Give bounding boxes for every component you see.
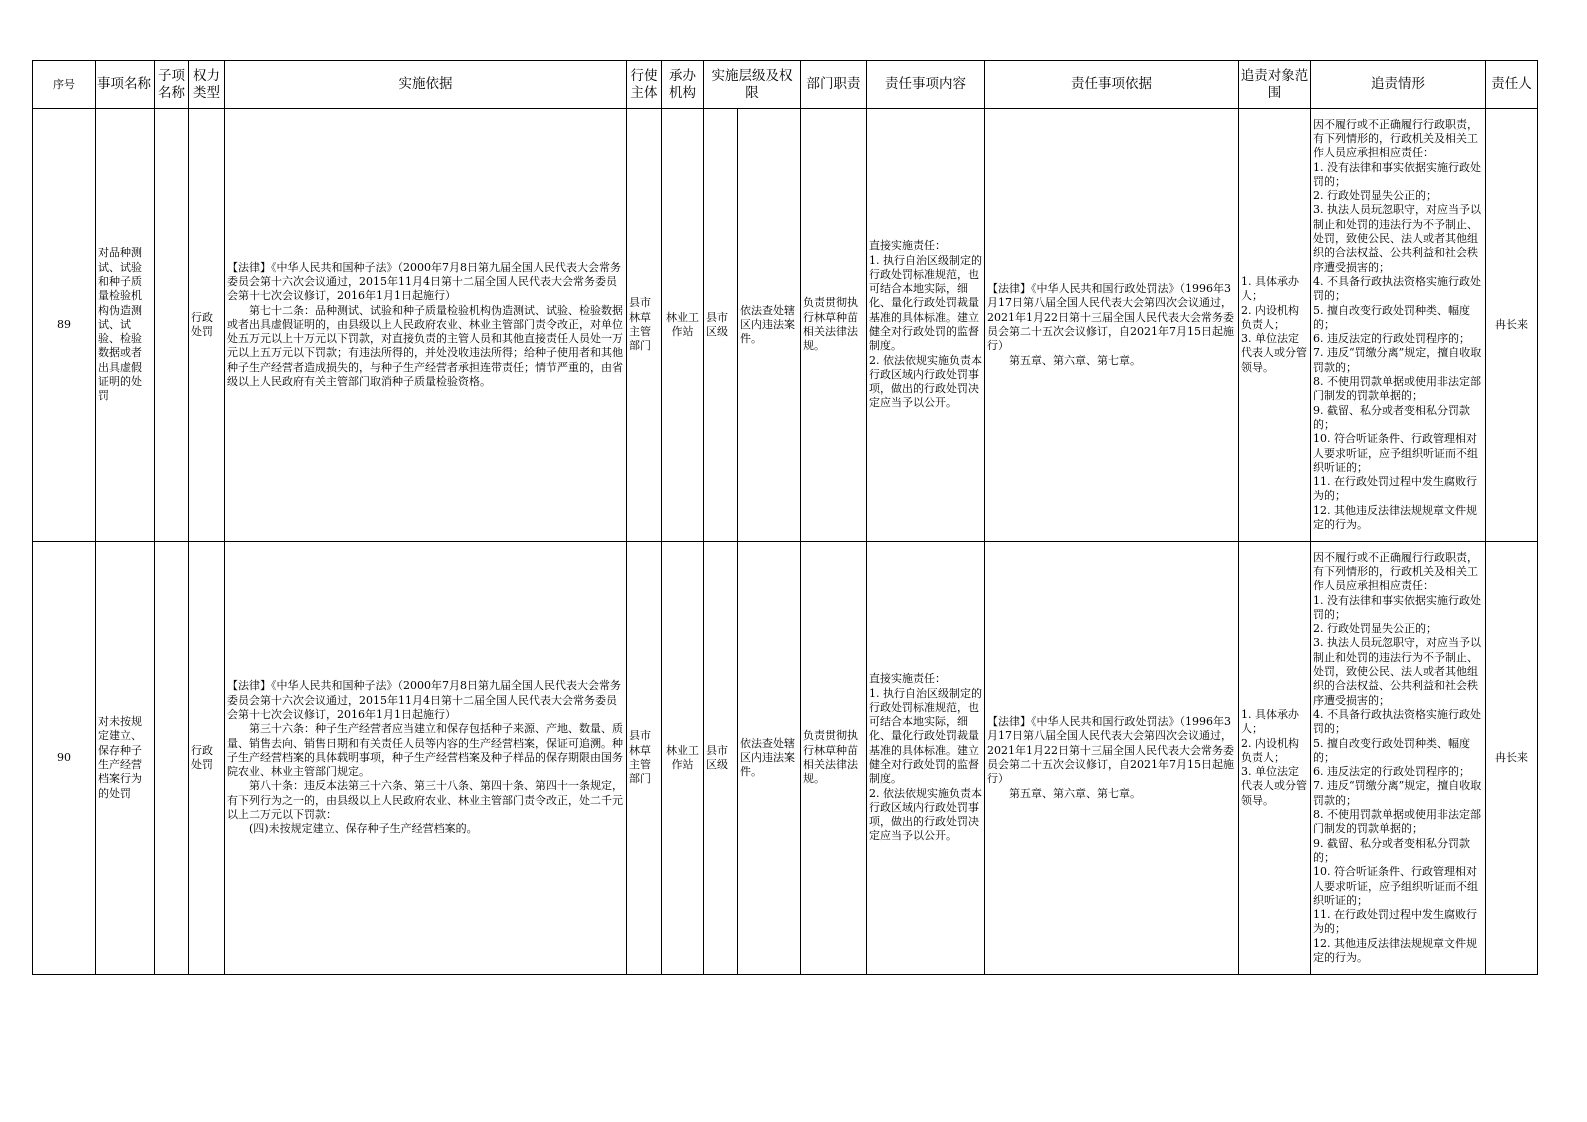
- level-power-cell: 依法查处辖区内违法案件。: [738, 109, 801, 542]
- header-circumstances: 追责情形: [1311, 61, 1486, 109]
- person-cell: 冉长来: [1486, 109, 1538, 542]
- level-scope-cell: 县市区级: [704, 542, 738, 975]
- agency-cell: 林业工作站: [662, 542, 704, 975]
- basis-cell: [225, 542, 627, 975]
- basis-cell: [225, 109, 627, 542]
- paragraph: 【法律】《中华人民共和国种子法》（2000年7月8日第九届全国人民代表大会常务委员会第十六次会议通过，2015年11月4日第十二届全国人民代表大会常务委员会第十七次会议修订，2016年1月1日起施行）: [227, 679, 621, 721]
- duty-cell: 负责贯彻执行林草种苗相关法律法规。: [801, 542, 867, 975]
- paragraph: 第五章、第六章、第七章。: [1009, 786, 1141, 800]
- header-sub-item: 子项名称: [155, 61, 189, 109]
- seq-cell: 89: [33, 109, 96, 542]
- circumstances-cell: 因不履行或不正确履行行政职责，有下列情形的，行政机关及相关工作人员应承担相应责任： 1. 没有法律和事实依据实施行政处罚的； 2. 行政处罚显失公正的； 3. 执法人员玩忽职守，对应当予以制止和处罚的违法行为不予制止、处罚，致使公民、法人或者其他组织的合法权益、公共利益和社会秩序遭受损害的； 4. 不具备行政执法资格实施行政处罚的； 5. 擅自改变行政处罚种类、幅度的； 6. 违反法定的行政处罚程序的； 7. 违反“罚缴分离”规定，擅自收取罚款的； 8. 不使用罚款单据或使用非法定部门制发的罚款单据的； 9. 截留、私分或者变相私分罚款的； 10. 符合听证条件、行政管理相对人要求听证，应予组织听证而不组织听证的； 11. 在行政处罚过程中发生腐败行为的； 12. 其他违反法律法规规章文件规定的行为。: [1311, 542, 1486, 975]
- header-item-name: 事项名称: [96, 61, 155, 109]
- resp-basis-cell: [985, 542, 1239, 975]
- paragraph: 【法律】《中华人民共和国种子法》（2000年7月8日第九届全国人民代表大会常务委员会第十六次会议通过，2015年11月4日第十二届全国人民代表大会常务委员会第十七次会议修订，2016年1月1日起施行）: [227, 260, 621, 303]
- subject-cell: 县市林草主管部门: [627, 109, 662, 542]
- seq-cell: 90: [33, 542, 96, 975]
- resp-basis-cell: [985, 109, 1239, 542]
- header-subject: 行使主体: [627, 61, 662, 109]
- resp-content-cell: 直接实施责任： 1. 执行自治区级制定的行政处罚标准规范，也可结合本地实际，细化、量化行政处罚裁量基准的具体标准。建立健全对行政处罚的监督制度。 2. 依法依规实施负责本行政区域内行政处罚事项，做出的行政处罚决定应当予以公开。: [867, 542, 985, 975]
- header-agency: 承办机构: [662, 61, 704, 109]
- header-resp-basis: 责任事项依据: [985, 61, 1239, 109]
- duty-cell: 负责贯彻执行林草种苗相关法律法规。: [801, 109, 867, 542]
- paragraph: 【法律】《中华人民共和国行政处罚法》（1996年3月17日第八届全国人民代表大会第四次会议通过，2021年1月22日第十三届全国人民代表大会常务委员会第二十五次会议修订，自2021年7月15日起施行）: [987, 282, 1234, 353]
- paragraph: (四)未按规定建立、保存种子生产经营档案的。: [249, 822, 478, 836]
- header-accountable: 追责对象范围: [1239, 61, 1311, 109]
- paragraph: 第八十条：违反本法第三十六条、第三十八条、第四十条、第四十一条规定，有下列行为之一的，由县级以上人民政府农业、林业主管部门责令改正，处二千元以上二万元以下罚款：: [227, 779, 623, 822]
- agency-cell: 林业工作站: [662, 109, 704, 542]
- subject-cell: 县市林草主管部门: [627, 542, 662, 975]
- item-name-cell: 对未按规定建立、保存种子生产经营档案行为的处罚: [96, 542, 155, 975]
- accountable-cell: 1. 具体承办人； 2. 内设机构负责人； 3. 单位法定代表人或分管领导。: [1239, 542, 1311, 975]
- header-power-type: 权力类型: [189, 61, 225, 109]
- sub-item-cell: [155, 109, 189, 542]
- paragraph: 第五章、第六章、第七章。: [1009, 353, 1141, 367]
- header-row: [33, 61, 1538, 109]
- person-cell: 冉长来: [1486, 542, 1538, 975]
- paragraph: 【法律】《中华人民共和国行政处罚法》（1996年3月17日第八届全国人民代表大会第四次会议通过，2021年1月22日第十三届全国人民代表大会常务委员会第二十五次会议修订，自2021年7月15日起施行）: [987, 715, 1234, 786]
- power-type-cell: 行政处罚: [189, 109, 225, 542]
- item-name-cell: 对品种测试、试验和种子质量检验机构伪造测试、试验、检验数据或者出具虚假证明的处罚: [96, 109, 155, 542]
- header-level: 实施层级及权限: [704, 61, 801, 109]
- paragraph: 第三十六条：种子生产经营者应当建立和保存包括种子来源、产地、数量、质量、销售去向、销售日期和有关责任人员等内容的生产经营档案，保证可追溯。种子生产经营档案的具体载明事项，种子生产经营档案及种子样品的保存期限由国务院农业、林业主管部门规定。: [227, 722, 623, 779]
- level-power-cell: 依法查处辖区内违法案件。: [738, 542, 801, 975]
- power-type-cell: 行政处罚: [189, 542, 225, 975]
- sub-item-cell: [155, 542, 189, 975]
- level-scope-cell: 县市区级: [704, 109, 738, 542]
- header-duty: 部门职责: [801, 61, 867, 109]
- header-person: 责任人: [1486, 61, 1538, 109]
- header-resp-content: 责任事项内容: [867, 61, 985, 109]
- header-basis: 实施依据: [225, 61, 627, 109]
- table-row: [33, 542, 1538, 975]
- responsibility-table: [32, 60, 1538, 975]
- circumstances-cell: 因不履行或不正确履行行政职责，有下列情形的，行政机关及相关工作人员应承担相应责任： 1. 没有法律和事实依据实施行政处罚的； 2. 行政处罚显失公正的； 3. 执法人员玩忽职守，对应当予以制止和处罚的违法行为不予制止、处罚，致使公民、法人或者其他组织的合法权益、公共利益和社会秩序遭受损害的； 4. 不具备行政执法资格实施行政处罚的； 5. 擅自改变行政处罚种类、幅度的； 6. 违反法定的行政处罚程序的； 7. 违反“罚缴分离”规定，擅自收取罚款的； 8. 不使用罚款单据或使用非法定部门制发的罚款单据的； 9. 截留、私分或者变相私分罚款的； 10. 符合听证条件、行政管理相对人要求听证，应予组织听证而不组织听证的； 11. 在行政处罚过程中发生腐败行为的； 12. 其他违反法律法规规章文件规定的行为。: [1311, 109, 1486, 542]
- header-seq: 序号: [33, 61, 96, 109]
- accountable-cell: 1. 具体承办人； 2. 内设机构负责人； 3. 单位法定代表人或分管领导。: [1239, 109, 1311, 542]
- resp-content-cell: 直接实施责任： 1. 执行自治区级制定的行政处罚标准规范，也可结合本地实际，细化、量化行政处罚裁量基准的具体标准。建立健全对行政处罚的监督制度。 2. 依法依规实施负责本行政区域内行政处罚事项，做出的行政处罚决定应当予以公开。: [867, 109, 985, 542]
- table-row: [33, 109, 1538, 542]
- paragraph: 第七十二条：品种测试、试验和种子质量检验机构伪造测试、试验、检验数据或者出具虚假证明的，由县级以上人民政府农业、林业主管部门责令改正，对单位处五万元以上十万元以下罚款，对直接负责的主管人员和其他直接责任人员处一万元以上五万元以下罚款；有违法所得的，并处没收违法所得；给种子使用者和其他种子生产经营者造成损失的，与种子生产经营者承担连带责任；情节严重的，由省级以上人民政府有关主管部门取消种子质量检验资格。: [227, 303, 623, 389]
